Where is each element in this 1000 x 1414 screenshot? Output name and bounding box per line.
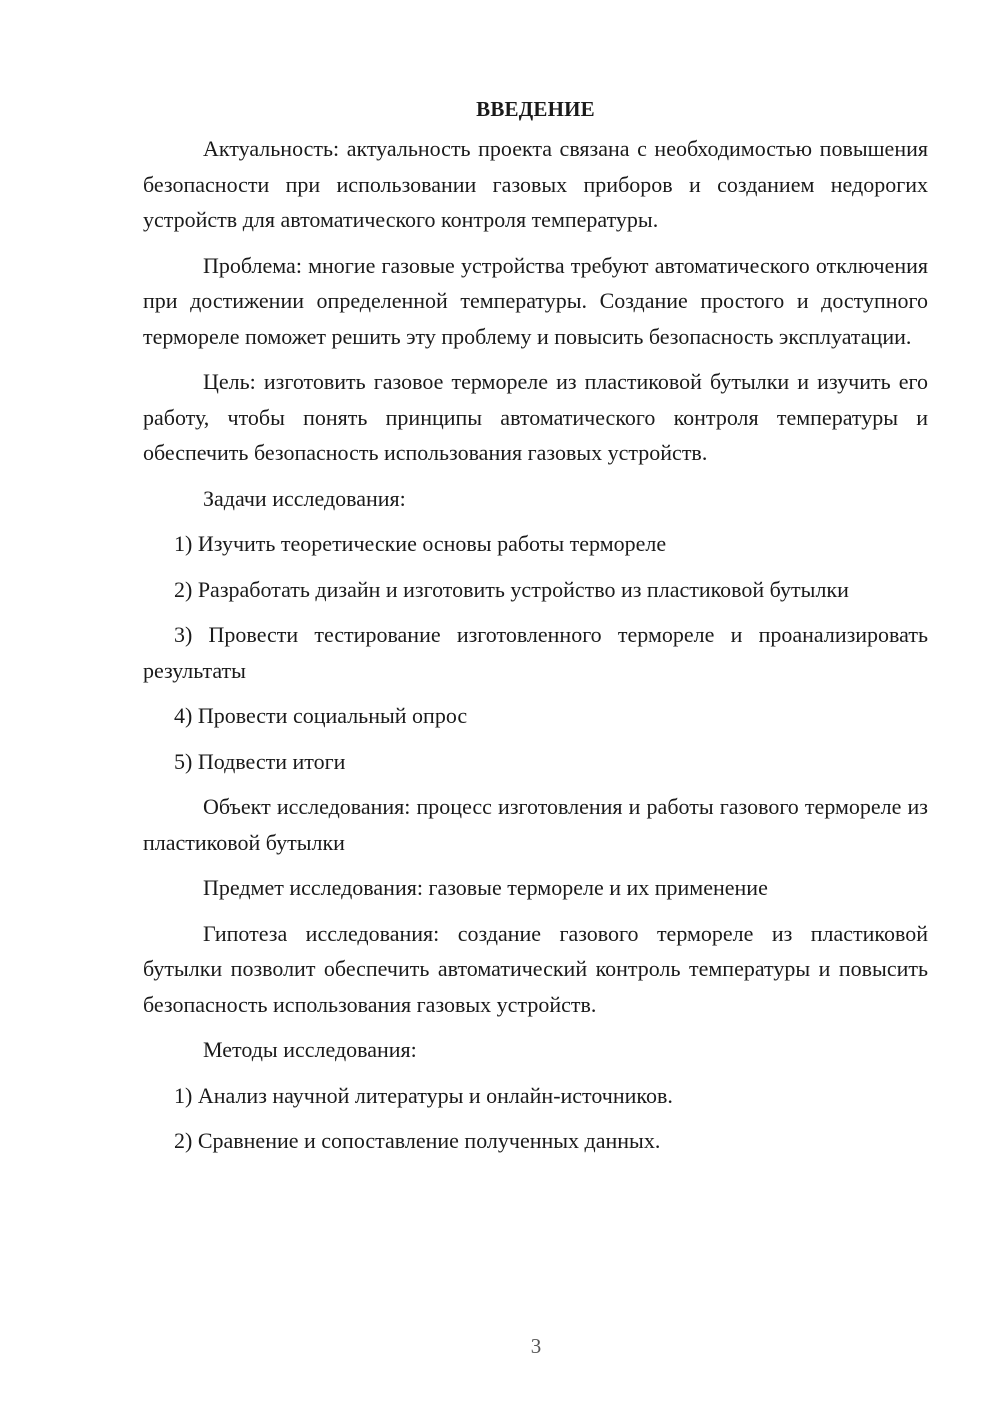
task-item: 5) Подвести итоги (174, 748, 346, 774)
task-item: 1) Изучить теоретические основы работы термореле (174, 531, 667, 556)
task-item: 4) Провести социальный опрос (174, 703, 468, 728)
tasks-heading: Задачи исследования: (203, 485, 406, 511)
method-item: 2) Сравнение и сопоставление полученных данных. (174, 1128, 661, 1153)
document-page (143, 92, 928, 1159)
page-number: 3 (530, 1334, 542, 1358)
research-hypothesis: Гипотеза исследования: создание газового термореле из пластиковой бутылки позволит обеспечить автоматический контроль температуры и повысить безопасность использования газовых устройств. (143, 920, 928, 1017)
paragraph-goal: Цель: изготовить газовое термореле из пластиковой бутылки и изучить его работу, чтобы понять принципы автоматического контроля температуры и обеспечить безопасность использования газовых устройств. (143, 369, 928, 465)
task-item: 3) Провести тестирование изготовленного термореле и проанализировать результаты (143, 622, 928, 683)
paragraph-relevance: Актуальность: актуальность проекта связана с необходимостью повышения безопасности при использовании газовых приборов и созданием недорогих устройств для автоматического контроля температуры. (143, 136, 928, 232)
page-title: ВВЕДЕНИЕ (476, 97, 595, 121)
paragraph-problem: Проблема: многие газовые устройства требуют автоматического отключения при достижении определенной температуры. Создание простого и доступного термореле поможет решить эту проблему и повысить безопасность эксплуатации. (143, 252, 928, 349)
research-object: Объект исследования: процесс изготовления и работы газового термореле из пластиковой бутылки (143, 794, 928, 855)
research-subject: Предмет исследования: газовые термореле и их применение (203, 875, 768, 900)
method-item: 1) Анализ научной литературы и онлайн-источников. (174, 1082, 673, 1108)
methods-heading: Методы исследования: (203, 1037, 417, 1062)
task-item: 2) Разработать дизайн и изготовить устройство из пластиковой бутылки (174, 576, 849, 602)
